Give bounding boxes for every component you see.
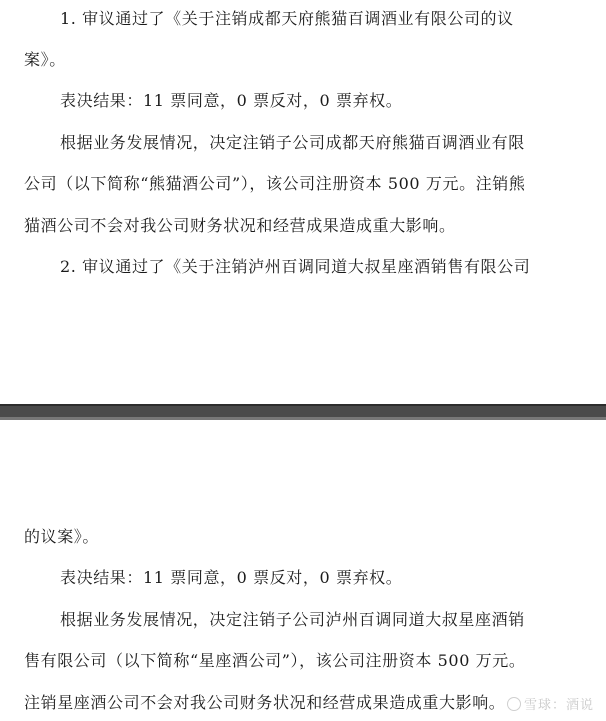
watermark-text: 雪球：酒说: [523, 698, 594, 713]
resolution-1-description: 公司（以下简称“熊猫酒公司”），该公司注册资本 500 万元。注销熊: [24, 174, 526, 193]
resolution-2-description: 注销星座酒公司不会对我公司财务状况和经营成果造成重大影响。: [24, 693, 506, 712]
resolution-1-description: 根据业务发展情况，决定注销子公司成都天府熊猫百调酒业有限: [60, 133, 525, 152]
resolution-1-title-continued: 案》。: [24, 50, 66, 69]
resolution-1-title: 1. 审议通过了《关于注销成都天府熊猫百调酒业有限公司的议: [60, 9, 514, 28]
resolution-2-description: 售有限公司（以下简称“星座酒公司”），该公司注册资本 500 万元。: [24, 651, 526, 670]
resolution-1-description: 猫酒公司不会对我公司财务状况和经营成果造成重大影响。: [24, 216, 456, 235]
page-separator: [0, 404, 606, 420]
snowball-icon: [507, 697, 521, 711]
resolution-2-description: 根据业务发展情况，决定注销子公司泸州百调同道大叔星座酒销: [60, 610, 525, 629]
document-page-2: [0, 420, 606, 721]
resolution-2-vote-result: 表决结果：11 票同意，0 票反对，0 票弃权。: [60, 568, 403, 587]
resolution-2-title: 2. 审议通过了《关于注销泸州百调同道大叔星座酒销售有限公司: [60, 257, 531, 276]
resolution-1-vote-result: 表决结果：11 票同意，0 票反对，0 票弃权。: [60, 91, 403, 110]
resolution-2-title-continued: 的议案》。: [24, 527, 100, 546]
watermark: [507, 694, 594, 713]
